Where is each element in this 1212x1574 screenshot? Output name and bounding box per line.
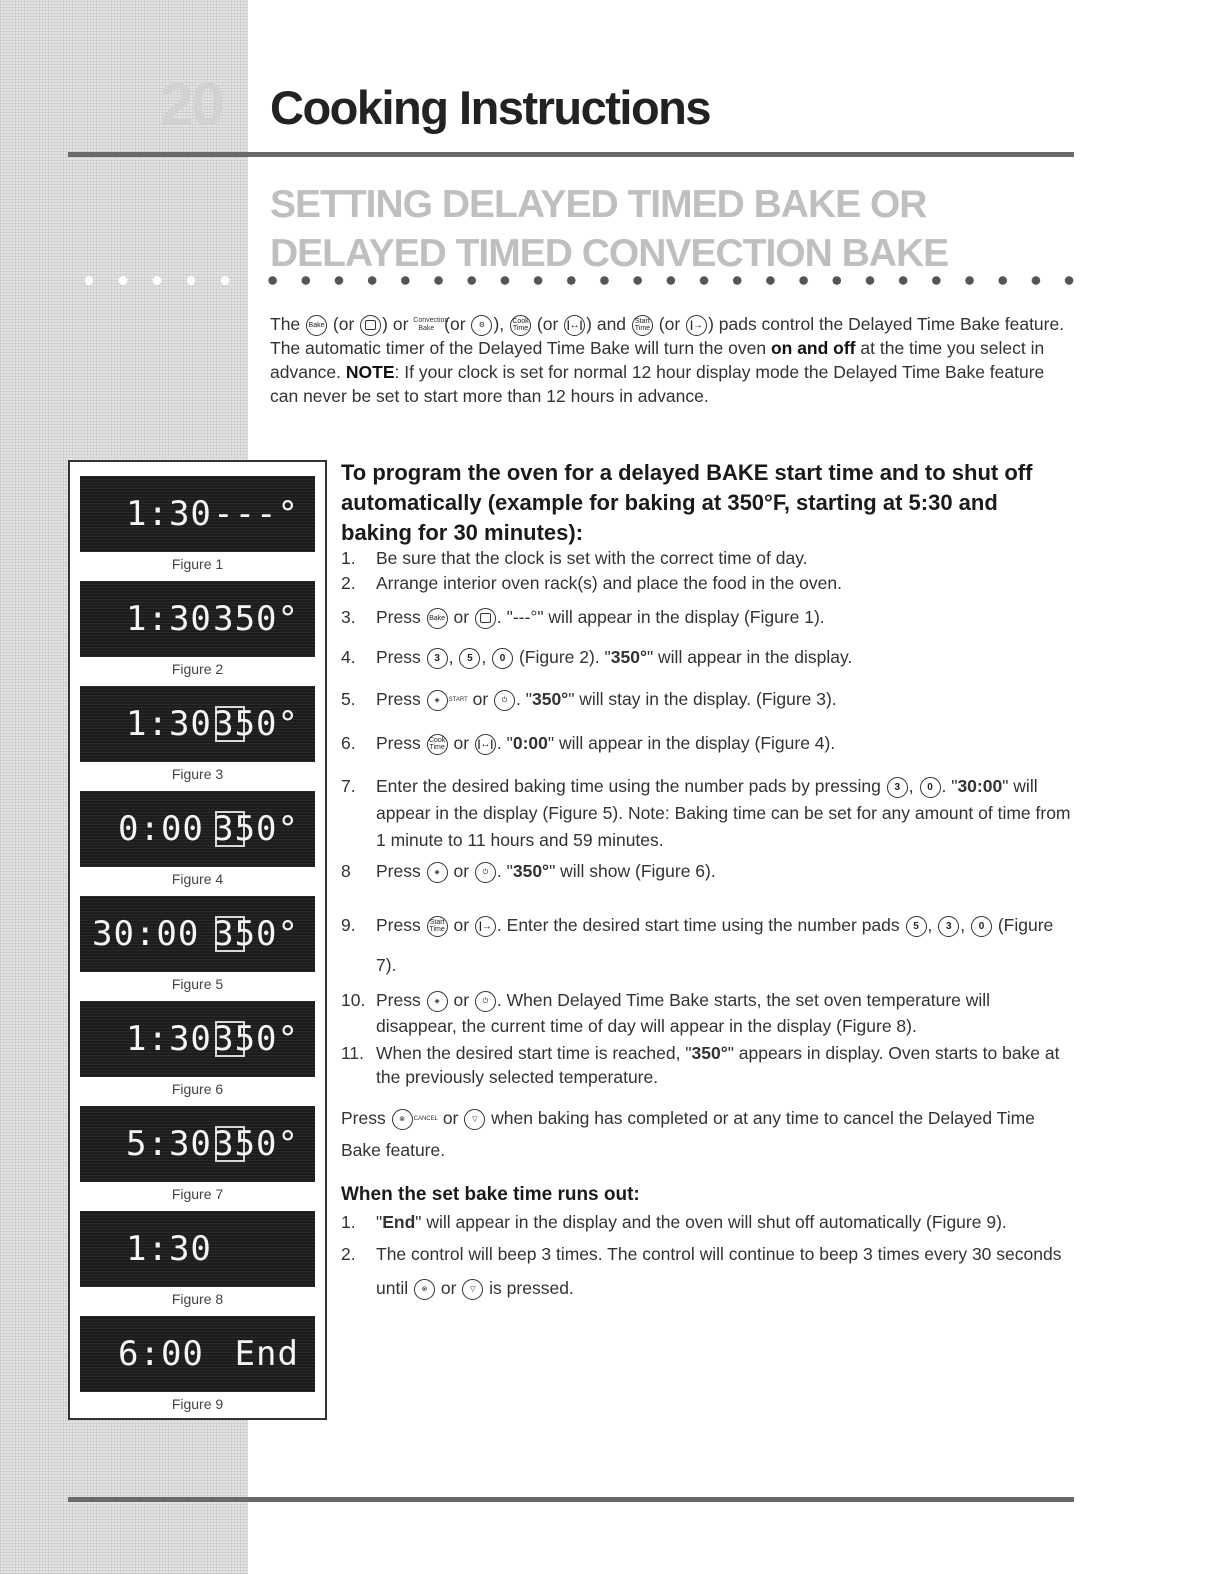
display-temp: 350° (213, 809, 299, 849)
step-number: 8 (341, 861, 351, 881)
display-time: 1:30 (126, 494, 212, 534)
display-time: 30:00 (92, 914, 200, 954)
display-temp: 350° (213, 704, 299, 744)
step-number: 2. (341, 573, 356, 593)
step-text: " will appear in the display (Figure 5). Note: Baking time can be set for any amount of time from 1 minute to 11 hours and 59 minutes. (376, 776, 1071, 850)
step-text: " will appear in the display. (646, 647, 853, 667)
step-text: or (453, 915, 470, 935)
step-text: . " (496, 861, 513, 881)
display-time: 0:00 (118, 809, 204, 849)
step-text: . " (496, 733, 513, 753)
number-5-key-icon: 5 (459, 648, 480, 669)
figure-label: Figure 6 (171, 1081, 224, 1097)
step-text: or (453, 990, 470, 1010)
step-text: When the desired start time is reached, " (376, 1043, 692, 1063)
display-figure-1 (80, 476, 315, 552)
step-text: Arrange interior oven rack(s) and place the food in the oven. (376, 573, 842, 593)
step-text: . " (516, 689, 532, 709)
program-steps (341, 548, 1071, 1093)
cook-time-key-icon: Cook Time (510, 315, 531, 336)
step-number: 6. (341, 733, 356, 753)
program-heading: To program the oven for a delayed BAKE start time and to shut off automatically (example for baking at 350°F, starting at 5:30 and baking for 30 minutes): (341, 460, 1033, 545)
display-figure-8 (80, 1211, 315, 1287)
step-text: (Figure 7). (376, 915, 1054, 975)
value-emphasis: 0:00 (512, 733, 548, 753)
step-text: " will show (Figure 6). (549, 861, 716, 881)
step-text: . When Delayed Time Bake starts, the set oven temperature will disappear, the current time of day will appear in the display (Figure 8). (376, 990, 991, 1036)
start-time-arrow-key-icon: |→ (475, 916, 496, 937)
step-text: Press (376, 915, 421, 935)
list-item: 9. Press Start Time or |→ . Enter the desired start time using the number pads 5 , 3 , 0 (Figure 7). (341, 905, 1071, 987)
runs-out-steps (341, 1212, 1071, 1305)
list-item (341, 861, 1071, 905)
figure-label: Figure 4 (171, 871, 224, 887)
step-text: or (453, 733, 470, 753)
bottom-rule (68, 1497, 1074, 1502)
display-time: 6:00 (118, 1334, 204, 1374)
start-key-icon: ◈ (427, 690, 448, 711)
intro-text: ) or (382, 314, 409, 334)
display-temp: ---° (213, 494, 299, 534)
start-symbol-key-icon: ⏻ (475, 862, 496, 883)
intro-text: The (270, 314, 301, 334)
intro-text: (or (536, 314, 559, 334)
step-number: 2. (341, 1244, 356, 1264)
dot-divider-left (72, 276, 242, 285)
figure-label: Figure 9 (171, 1396, 224, 1412)
value-emphasis: 30:00 (957, 776, 1003, 796)
step-text: Enter the desired baking time using the number pads by pressing (376, 776, 881, 796)
step-text: or (440, 1278, 457, 1298)
bake-symbol-key-icon (475, 608, 496, 629)
step-number: 11. (341, 1043, 365, 1063)
step-text: Press (376, 861, 421, 881)
step-text: " appears in display. Oven starts to bake at the previously selected temperature. (376, 1043, 1060, 1087)
display-figure-7 (80, 1106, 315, 1182)
start-key-icon: ◈ (427, 991, 448, 1012)
intro-text: at the time you select in advance. (270, 338, 1045, 382)
start-time-key-icon: Start Time (632, 315, 653, 336)
dot-divider (256, 276, 1076, 285)
step-text: " (376, 1212, 383, 1232)
cancel-paragraph (341, 1102, 1071, 1166)
bake-symbol-key-icon (360, 315, 381, 336)
step-number: 4. (341, 647, 356, 667)
display-time: 5:30 (126, 1124, 212, 1164)
cancel-symbol-key-icon: ▽ (464, 1109, 485, 1130)
figure-label: Figure 5 (171, 976, 224, 992)
step-text: Be sure that the clock is set with the correct time of day. (376, 548, 808, 568)
cook-time-key-icon: Cook Time (427, 734, 448, 755)
value-emphasis: 350° (610, 647, 647, 667)
display-temp: 350° (213, 1019, 299, 1059)
cancel-key-label: CANCEL (413, 1116, 438, 1123)
value-emphasis: 350° (691, 1043, 728, 1063)
number-0-key-icon: 0 (920, 777, 941, 798)
intro-paragraph (270, 312, 1075, 408)
figure-label: Figure 1 (171, 556, 224, 572)
number-0-key-icon: 0 (971, 916, 992, 937)
list-item (341, 1041, 1071, 1093)
step-text: or (453, 607, 470, 627)
step-text: Press (376, 647, 421, 667)
display-figure-6 (80, 1001, 315, 1077)
list-item (341, 987, 1071, 1041)
step-text: . "---°" will appear in the display (Figure 1). (496, 607, 825, 627)
start-symbol-key-icon: ⏻ (475, 991, 496, 1012)
figure-label: Figure 7 (171, 1186, 224, 1202)
step-text: " will stay in the display. (Figure 3). (568, 689, 837, 709)
start-time-arrow-key-icon: |→ (686, 315, 707, 336)
list-item (341, 1212, 1071, 1237)
step-number: 7. (341, 776, 356, 796)
step-number: 5. (341, 689, 356, 709)
intro-text: (or (332, 314, 355, 334)
step-text: . Enter the desired start time using the number pads (496, 915, 900, 935)
step-number: 10. (341, 990, 366, 1010)
intro-text: ), (493, 314, 505, 334)
page-number: 20 (160, 71, 223, 138)
cancel-text: Press (341, 1108, 386, 1128)
cancel-symbol-key-icon: ▽ (462, 1279, 483, 1300)
step-text: " (951, 776, 958, 796)
start-time-key-icon: Start Time (427, 916, 448, 937)
list-item: 4. Press 3 , 5 , 0 (Figure 2). "350°" will appear in the display. (341, 647, 853, 667)
list-item (341, 573, 1071, 607)
figure-panel (68, 460, 327, 1420)
cancel-key-icon: ⊗ (414, 1279, 435, 1300)
display-temp: 350° (213, 599, 299, 639)
intro-text: ) pads control the Delayed Time Bake feature. The automatic timer of the Delayed Time Bake will turn the oven (270, 314, 1065, 358)
display-time: 1:30 (126, 704, 212, 744)
display-figure-5 (80, 896, 315, 972)
display-time: 1:30 (126, 1019, 212, 1059)
intro-text: (or (444, 314, 466, 334)
figure-label: Figure 3 (171, 766, 224, 782)
number-3-key-icon: 3 (427, 648, 448, 669)
display-figure-3 (80, 686, 315, 762)
step-text: or (453, 861, 470, 881)
list-item (341, 689, 1071, 733)
step-text: The control will beep 3 times. The control will continue to beep 3 times every 30 seconds until (376, 1244, 1062, 1298)
step-text: Press (376, 733, 421, 753)
intro-text: (or (658, 314, 681, 334)
list-item (341, 733, 1071, 773)
step-number: 1. (341, 548, 356, 568)
display-time: 1:30 (126, 599, 212, 639)
cancel-text: or (442, 1108, 459, 1128)
step-number: 1. (341, 1212, 356, 1232)
display-temp: 350° (213, 914, 299, 954)
number-0-key-icon: 0 (492, 648, 513, 669)
list-item: 7. Enter the desired baking time using the number pads by pressing 3 , 0 . "30:00" will appear in the display (Figure 5). Note: Baking time can be set for any amount of time from 1 minute to 11 hours and 59 minutes. (341, 773, 1071, 861)
display-temp: End (234, 1334, 299, 1374)
value-emphasis: End (382, 1212, 416, 1232)
convection-bake-key-icon: Convection Bake (413, 317, 449, 333)
display-temp: 350° (213, 1124, 299, 1164)
step-text: " will appear in the display and the oven will shut off automatically (Figure 9). (415, 1212, 1007, 1232)
intro-text: : If your clock is set for normal 12 hour display mode the Delayed Time Bake feature can never be set to start more than 12 hours in advance. (270, 362, 1045, 406)
display-figure-9 (80, 1316, 315, 1392)
step-text: (Figure 2). " (518, 647, 611, 667)
start-symbol-key-icon: ⏻ (494, 690, 515, 711)
step-number: 9. (341, 915, 356, 935)
cancel-text: when baking has completed or at any time to cancel the Delayed Time Bake feature. (341, 1108, 1035, 1160)
figure-label: Figure 8 (171, 1291, 224, 1307)
page-title: Cooking Instructions (270, 81, 710, 134)
cook-time-arrow-key-icon: |↔| (475, 734, 496, 755)
step-text: Press (376, 990, 421, 1010)
on-off-emphasis: on and off (770, 338, 856, 358)
number-3-key-icon: 3 (887, 777, 908, 798)
note-label: NOTE (345, 362, 395, 382)
display-figure-4 (80, 791, 315, 867)
intro-text: ) and (586, 314, 627, 334)
value-emphasis: 350° (531, 689, 569, 709)
step-text: Press (376, 607, 421, 627)
display-time: 1:30 (126, 1229, 212, 1269)
list-item (341, 1237, 1071, 1305)
bake-key-icon: Bake (427, 608, 448, 629)
step-text: is pressed. (489, 1278, 574, 1298)
number-3-key-icon: 3 (938, 916, 959, 937)
title-rule (68, 152, 1074, 157)
cook-time-arrow-key-icon: |↔| (564, 315, 585, 336)
figure-label: Figure 2 (171, 661, 224, 677)
section-heading: SETTING DELAYED TIMED BAKE OR DELAYED TIMED CONVECTION BAKE (270, 183, 949, 275)
value-emphasis: 350° (512, 861, 550, 881)
step-text: Press (376, 689, 421, 709)
cancel-key-icon: ⊗ (392, 1109, 413, 1130)
bake-key-icon: Bake (306, 315, 327, 336)
runs-out-heading: When the set bake time runs out: (341, 1184, 640, 1205)
list-item (341, 548, 1071, 573)
start-key-icon: ◈ (427, 862, 448, 883)
start-key-label: START (448, 697, 468, 704)
step-text: or (472, 689, 489, 709)
display-figure-2 (80, 581, 315, 657)
number-5-key-icon: 5 (906, 916, 927, 937)
step-number: 3. (341, 607, 356, 627)
step-text: " will appear in the display (Figure 4). (547, 733, 836, 753)
list-item (341, 607, 1071, 647)
convection-symbol-key-icon: ⚙ (471, 315, 492, 336)
